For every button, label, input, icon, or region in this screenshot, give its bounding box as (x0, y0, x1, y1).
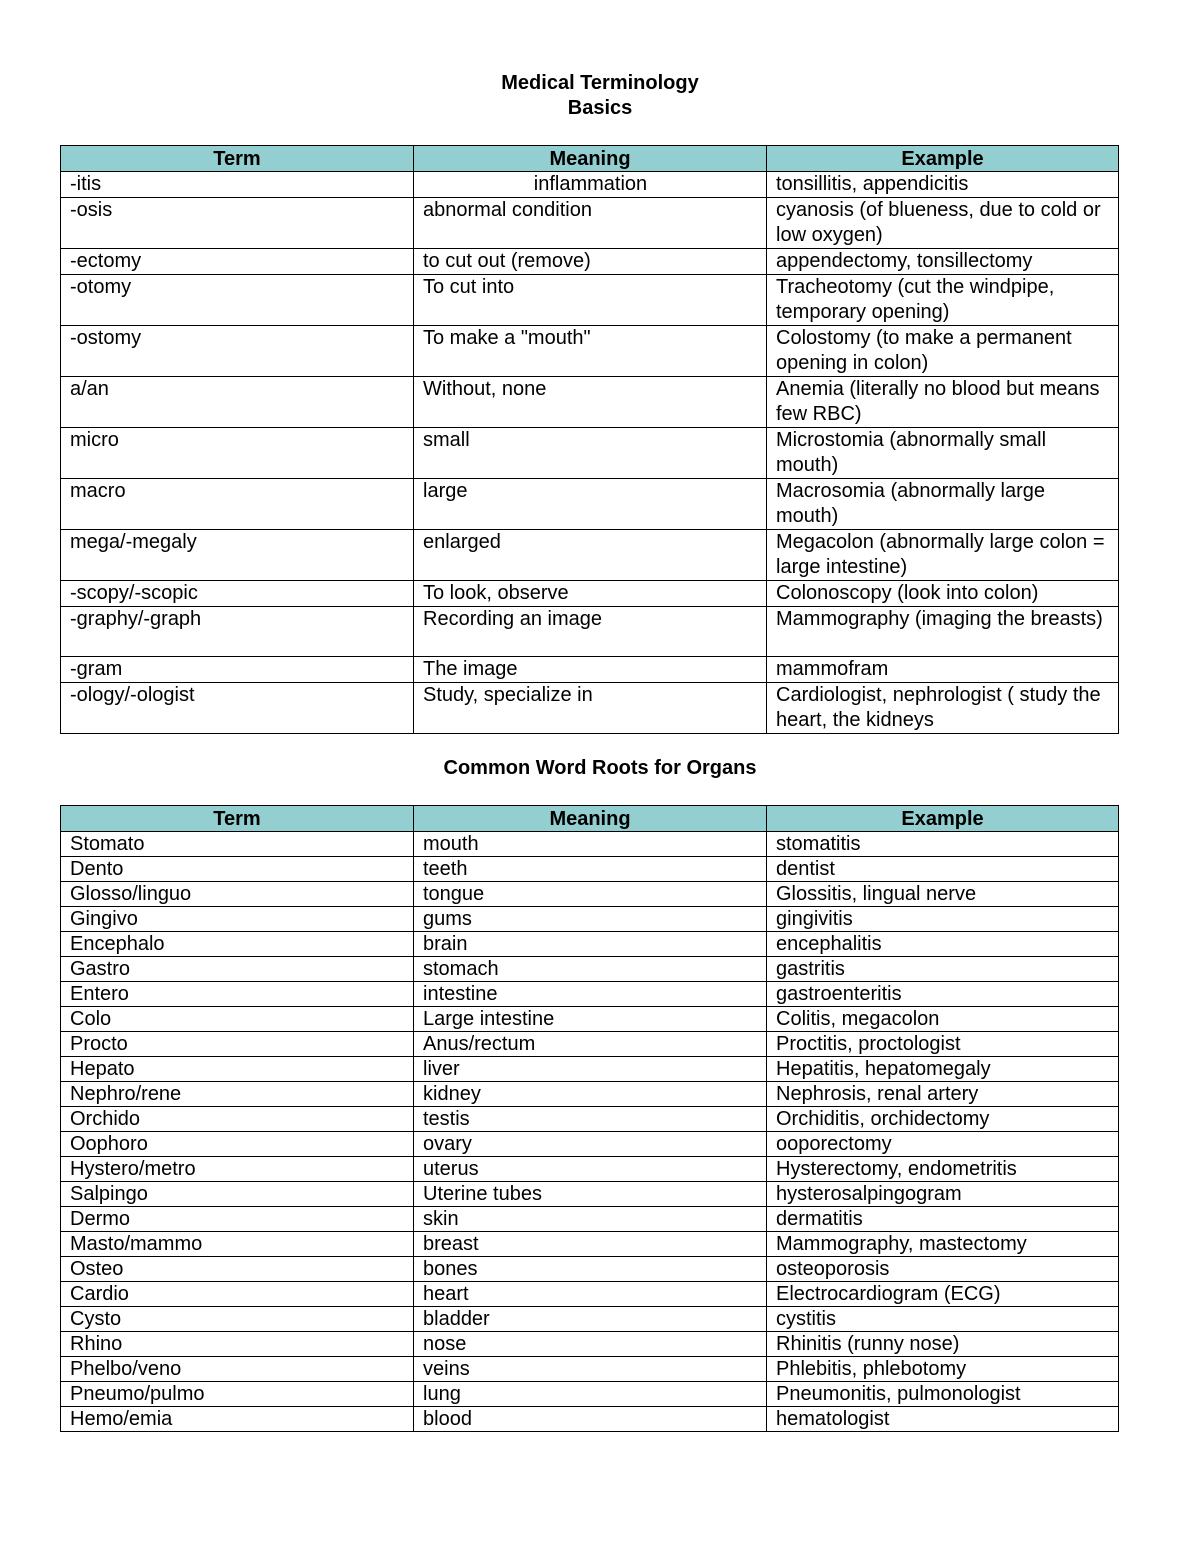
table-row (61, 1032, 1119, 1057)
meaning-cell: heart (414, 1282, 767, 1307)
term-cell: -itis (61, 172, 414, 198)
meaning-cell: skin (414, 1207, 767, 1232)
term-cell: Dento (61, 857, 414, 882)
meaning-cell: ovary (414, 1132, 767, 1157)
table-row (61, 1257, 1119, 1282)
table-row (61, 882, 1119, 907)
example-cell: Hepatitis, hepatomegaly (767, 1057, 1119, 1082)
example-cell: Macrosomia (abnormally large mouth) (767, 479, 1119, 530)
example-cell: stomatitis (767, 832, 1119, 857)
example-cell: Hysterectomy, endometritis (767, 1157, 1119, 1182)
column-header-meaning: Meaning (414, 806, 767, 832)
table-row (61, 1082, 1119, 1107)
column-header-example: Example (767, 146, 1119, 172)
example-cell: cyanosis (of blueness, due to cold or low oxygen) (767, 198, 1119, 249)
column-header-example: Example (767, 806, 1119, 832)
meaning-cell: To look, observe (414, 581, 767, 607)
meaning-cell: liver (414, 1057, 767, 1082)
example-cell: ooporectomy (767, 1132, 1119, 1157)
term-cell: -gram (61, 657, 414, 683)
table-row (61, 1407, 1119, 1432)
meaning-cell: To make a "mouth" (414, 326, 767, 377)
table-row (61, 1207, 1119, 1232)
page-subtitle: Basics (567, 97, 633, 119)
term-cell: Glosso/linguo (61, 882, 414, 907)
page-title: Medical Terminology (501, 72, 699, 94)
term-cell: Phelbo/veno (61, 1357, 414, 1382)
example-cell: appendectomy, tonsillectomy (767, 249, 1119, 275)
table-header-row (61, 806, 1119, 832)
meaning-cell: mouth (414, 832, 767, 857)
meaning-cell: inflammation (414, 172, 767, 198)
example-cell: Electrocardiogram (ECG) (767, 1282, 1119, 1307)
table-row (61, 249, 1119, 275)
organ-roots-table (60, 805, 1119, 1432)
example-cell: Rhinitis (runny nose) (767, 1332, 1119, 1357)
column-header-term: Term (61, 146, 414, 172)
example-cell: Cardiologist, nephrologist ( study the heart, the kidneys (767, 683, 1119, 734)
meaning-cell: enlarged (414, 530, 767, 581)
example-cell: dentist (767, 857, 1119, 882)
table-row (61, 377, 1119, 428)
example-cell: gastroenteritis (767, 982, 1119, 1007)
term-cell: Gastro (61, 957, 414, 982)
example-cell: Microstomia (abnormally small mouth) (767, 428, 1119, 479)
example-cell: Colostomy (to make a permanent opening in colon) (767, 326, 1119, 377)
table-row (61, 982, 1119, 1007)
example-cell: Colonoscopy (look into colon) (767, 581, 1119, 607)
basics-table (60, 145, 1119, 734)
meaning-cell: Large intestine (414, 1007, 767, 1032)
meaning-cell: bladder (414, 1307, 767, 1332)
table-row (61, 957, 1119, 982)
example-cell: gastritis (767, 957, 1119, 982)
meaning-cell: gums (414, 907, 767, 932)
term-cell: macro (61, 479, 414, 530)
table-row (61, 1182, 1119, 1207)
example-cell: Mammography (imaging the breasts) (767, 607, 1119, 657)
table-row (61, 198, 1119, 249)
meaning-cell: breast (414, 1232, 767, 1257)
table-row (61, 1307, 1119, 1332)
meaning-cell: small (414, 428, 767, 479)
term-cell: -ology/-ologist (61, 683, 414, 734)
meaning-cell: Study, specialize in (414, 683, 767, 734)
term-cell: -otomy (61, 275, 414, 326)
table-row (61, 857, 1119, 882)
table-row (61, 1382, 1119, 1407)
meaning-cell: teeth (414, 857, 767, 882)
meaning-cell: tongue (414, 882, 767, 907)
meaning-cell: Uterine tubes (414, 1182, 767, 1207)
table-row (61, 326, 1119, 377)
table-row (61, 172, 1119, 198)
term-cell: micro (61, 428, 414, 479)
example-cell: Anemia (literally no blood but means few RBC) (767, 377, 1119, 428)
example-cell: Glossitis, lingual nerve (767, 882, 1119, 907)
table-row (61, 832, 1119, 857)
term-cell: Masto/mammo (61, 1232, 414, 1257)
example-cell: Phlebitis, phlebotomy (767, 1357, 1119, 1382)
example-cell: gingivitis (767, 907, 1119, 932)
term-cell: Gingivo (61, 907, 414, 932)
meaning-cell: kidney (414, 1082, 767, 1107)
meaning-cell: uterus (414, 1157, 767, 1182)
term-cell: Salpingo (61, 1182, 414, 1207)
example-cell: tonsillitis, appendicitis (767, 172, 1119, 198)
term-cell: Osteo (61, 1257, 414, 1282)
example-cell: encephalitis (767, 932, 1119, 957)
term-cell: Hemo/emia (61, 1407, 414, 1432)
table-row (61, 1132, 1119, 1157)
example-cell: mammofram (767, 657, 1119, 683)
table-row (61, 1057, 1119, 1082)
term-cell: -ostomy (61, 326, 414, 377)
table-row (61, 479, 1119, 530)
section-title: Common Word Roots for Organs (443, 757, 757, 779)
example-cell: Colitis, megacolon (767, 1007, 1119, 1032)
table-row (61, 1332, 1119, 1357)
meaning-cell: veins (414, 1357, 767, 1382)
table-row (61, 275, 1119, 326)
table-row (61, 1232, 1119, 1257)
meaning-cell: stomach (414, 957, 767, 982)
table-row (61, 1357, 1119, 1382)
term-cell: Cysto (61, 1307, 414, 1332)
meaning-cell: The image (414, 657, 767, 683)
meaning-cell: intestine (414, 982, 767, 1007)
meaning-cell: blood (414, 1407, 767, 1432)
term-cell: Dermo (61, 1207, 414, 1232)
term-cell: Entero (61, 982, 414, 1007)
meaning-cell: to cut out (remove) (414, 249, 767, 275)
term-cell: Encephalo (61, 932, 414, 957)
term-cell: Stomato (61, 832, 414, 857)
example-cell: Mammography, mastectomy (767, 1232, 1119, 1257)
table-row (61, 907, 1119, 932)
table-row (61, 1282, 1119, 1307)
meaning-cell: bones (414, 1257, 767, 1282)
table-row (61, 428, 1119, 479)
table-row (61, 657, 1119, 683)
example-cell: cystitis (767, 1307, 1119, 1332)
example-cell: Tracheotomy (cut the windpipe, temporary opening) (767, 275, 1119, 326)
term-cell: -ectomy (61, 249, 414, 275)
example-cell: hematologist (767, 1407, 1119, 1432)
term-cell: Procto (61, 1032, 414, 1057)
term-cell: Rhino (61, 1332, 414, 1357)
term-cell: Pneumo/pulmo (61, 1382, 414, 1407)
term-cell: Hepato (61, 1057, 414, 1082)
table-row (61, 683, 1119, 734)
term-cell: Cardio (61, 1282, 414, 1307)
table-row (61, 1007, 1119, 1032)
meaning-cell: nose (414, 1332, 767, 1357)
meaning-cell: Recording an image (414, 607, 767, 657)
example-cell: osteoporosis (767, 1257, 1119, 1282)
table-row (61, 932, 1119, 957)
column-header-term: Term (61, 806, 414, 832)
example-cell: Pneumonitis, pulmonologist (767, 1382, 1119, 1407)
term-cell: Orchido (61, 1107, 414, 1132)
table-row (61, 1107, 1119, 1132)
meaning-cell: Without, none (414, 377, 767, 428)
example-cell: hysterosalpingogram (767, 1182, 1119, 1207)
term-cell: -osis (61, 198, 414, 249)
meaning-cell: lung (414, 1382, 767, 1407)
table-row (61, 581, 1119, 607)
meaning-cell: Anus/rectum (414, 1032, 767, 1057)
table-row (61, 1157, 1119, 1182)
term-cell: Oophoro (61, 1132, 414, 1157)
meaning-cell: brain (414, 932, 767, 957)
table-row (61, 530, 1119, 581)
term-cell: -scopy/-scopic (61, 581, 414, 607)
example-cell: Proctitis, proctologist (767, 1032, 1119, 1057)
term-cell: mega/-megaly (61, 530, 414, 581)
meaning-cell: large (414, 479, 767, 530)
meaning-cell: testis (414, 1107, 767, 1132)
table-row (61, 607, 1119, 657)
term-cell: -graphy/-graph (61, 607, 414, 657)
term-cell: Hystero/metro (61, 1157, 414, 1182)
term-cell: Colo (61, 1007, 414, 1032)
example-cell: dermatitis (767, 1207, 1119, 1232)
meaning-cell: To cut into (414, 275, 767, 326)
meaning-cell: abnormal condition (414, 198, 767, 249)
example-cell: Nephrosis, renal artery (767, 1082, 1119, 1107)
example-cell: Orchiditis, orchidectomy (767, 1107, 1119, 1132)
example-cell: Megacolon (abnormally large colon = large intestine) (767, 530, 1119, 581)
column-header-meaning: Meaning (414, 146, 767, 172)
term-cell: Nephro/rene (61, 1082, 414, 1107)
term-cell: a/an (61, 377, 414, 428)
table-header-row (61, 146, 1119, 172)
